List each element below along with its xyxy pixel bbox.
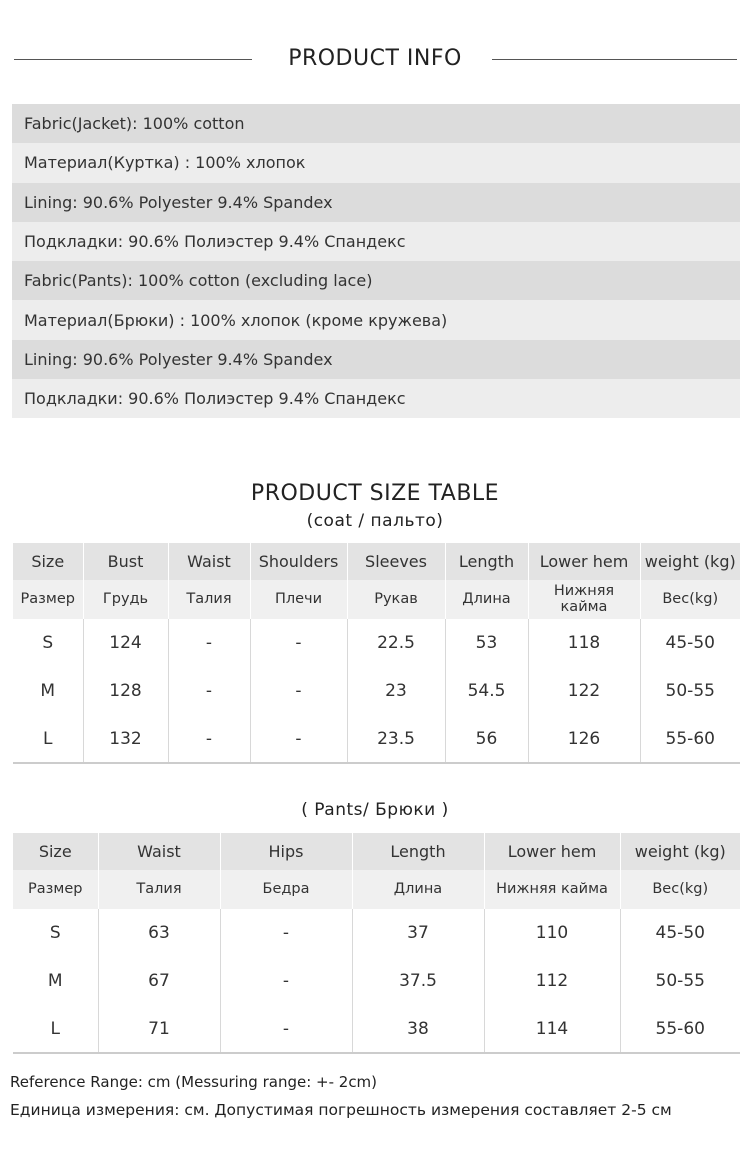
pants-subtitle: ( Pants/ Брюки ) [301, 800, 449, 820]
measurement-note-ru: Единица измерения: см. Допустимая погрешность измерения составляет 2-5 см [10, 1101, 672, 1119]
table-cell: Length [445, 543, 528, 580]
info-row: Материал(Брюки) : 100% хлопок (кроме кружева) [12, 300, 740, 339]
table-cell: Size [13, 543, 83, 580]
info-row: Lining: 90.6% Polyester 9.4% Spandex [12, 183, 740, 222]
table-cell: 37.5 [352, 957, 484, 1005]
info-row: Fabric(Jacket): 100% cotton [12, 104, 740, 143]
table-cell: Lower hem [528, 543, 640, 580]
table-cell: Shoulders [250, 543, 347, 580]
table-cell: 50-55 [620, 957, 740, 1005]
table-cell: Нижняя кайма [484, 870, 620, 909]
table-row [13, 833, 740, 870]
table-cell: Вес(kg) [640, 580, 740, 619]
table-cell: 53 [445, 619, 528, 667]
table-cell: Размер [13, 580, 83, 619]
table-cell: 112 [484, 957, 620, 1005]
table-cell: 124 [83, 619, 168, 667]
pants-size-table [13, 833, 740, 1054]
table-cell: weight (kg) [620, 833, 740, 870]
table-cell: Waist [168, 543, 250, 580]
table-cell: Bust [83, 543, 168, 580]
divider-right [492, 59, 737, 60]
table-row [13, 1005, 740, 1053]
info-row: Материал(Куртка) : 100% хлопок [12, 143, 740, 182]
table-row [13, 580, 740, 619]
table-row [13, 870, 740, 909]
table-cell: - [220, 1005, 352, 1053]
info-row: Fabric(Pants): 100% cotton (excluding lace) [12, 261, 740, 300]
table-cell: 45-50 [620, 909, 740, 957]
table-cell: 55-60 [640, 715, 740, 763]
table-cell: S [49, 923, 61, 943]
table-cell: Length [352, 833, 484, 870]
table-cell: 114 [484, 1005, 620, 1053]
table-cell: Lower hem [484, 833, 620, 870]
table-cell: Вес(kg) [620, 870, 740, 909]
table-cell: 50-55 [640, 667, 740, 715]
table-cell: L [43, 728, 53, 749]
table-cell: 132 [83, 715, 168, 763]
table-cell: Грудь [83, 580, 168, 619]
info-row: Lining: 90.6% Polyester 9.4% Spandex [12, 340, 740, 379]
table-cell: 38 [352, 1005, 484, 1053]
table-cell: 67 [98, 957, 220, 1005]
table-cell: 37 [352, 909, 484, 957]
table-cell: Длина [445, 580, 528, 619]
info-row: Подкладки: 90.6% Полиэстер 9.4% Спандекс [12, 222, 740, 261]
table-cell: - [250, 667, 347, 715]
table-cell: 54.5 [445, 667, 528, 715]
table-cell: Бедра [220, 870, 352, 909]
reference-range-note: Reference Range: cm (Messuring range: +- 2cm) [10, 1073, 378, 1091]
table-cell: weight (kg) [640, 543, 740, 580]
table-cell: Hips [220, 833, 352, 870]
table-cell: Размер [13, 870, 98, 909]
table-cell: Нижняя кайма [528, 580, 640, 619]
table-cell: 126 [528, 715, 640, 763]
table-cell: 63 [98, 909, 220, 957]
table-cell: 23 [347, 667, 445, 715]
info-row: Подкладки: 90.6% Полиэстер 9.4% Спандекс [12, 379, 740, 418]
table-cell: L [50, 1018, 60, 1039]
table-cell: 23.5 [347, 715, 445, 763]
table-row [13, 667, 740, 715]
table-cell: Плечи [250, 580, 347, 619]
table-row [13, 619, 740, 667]
product-info-list [12, 104, 740, 418]
table-cell: - [220, 957, 352, 1005]
table-cell: - [168, 667, 250, 715]
table-cell: 128 [83, 667, 168, 715]
table-cell: Waist [98, 833, 220, 870]
table-cell: Талия [98, 870, 220, 909]
table-cell: S [42, 633, 54, 653]
table-cell: 71 [98, 1005, 220, 1053]
table-cell: - [250, 619, 347, 667]
table-cell: Size [13, 833, 98, 870]
table-cell: 110 [484, 909, 620, 957]
table-row [13, 543, 740, 580]
table-cell: - [250, 715, 347, 763]
table-row [13, 715, 740, 763]
table-cell: - [168, 715, 250, 763]
table-cell: M [47, 971, 63, 991]
table-cell: 118 [528, 619, 640, 667]
size-table-title: PRODUCT SIZE TABLE [250, 481, 500, 506]
table-cell: 22.5 [347, 619, 445, 667]
coat-subtitle: (coat / пальто) [306, 511, 444, 531]
coat-size-table [13, 543, 740, 764]
table-cell: Sleeves [347, 543, 445, 580]
table-cell: M [40, 681, 56, 701]
table-cell: 122 [528, 667, 640, 715]
table-row [13, 957, 740, 1005]
product-info-title: PRODUCT INFO [288, 46, 462, 71]
table-cell: Длина [352, 870, 484, 909]
table-cell: Рукав [347, 580, 445, 619]
table-cell: 45-50 [640, 619, 740, 667]
table-cell: - [220, 909, 352, 957]
table-row [13, 909, 740, 957]
table-cell: Талия [168, 580, 250, 619]
table-cell: 55-60 [620, 1005, 740, 1053]
table-cell: 56 [445, 715, 528, 763]
table-cell: - [168, 619, 250, 667]
